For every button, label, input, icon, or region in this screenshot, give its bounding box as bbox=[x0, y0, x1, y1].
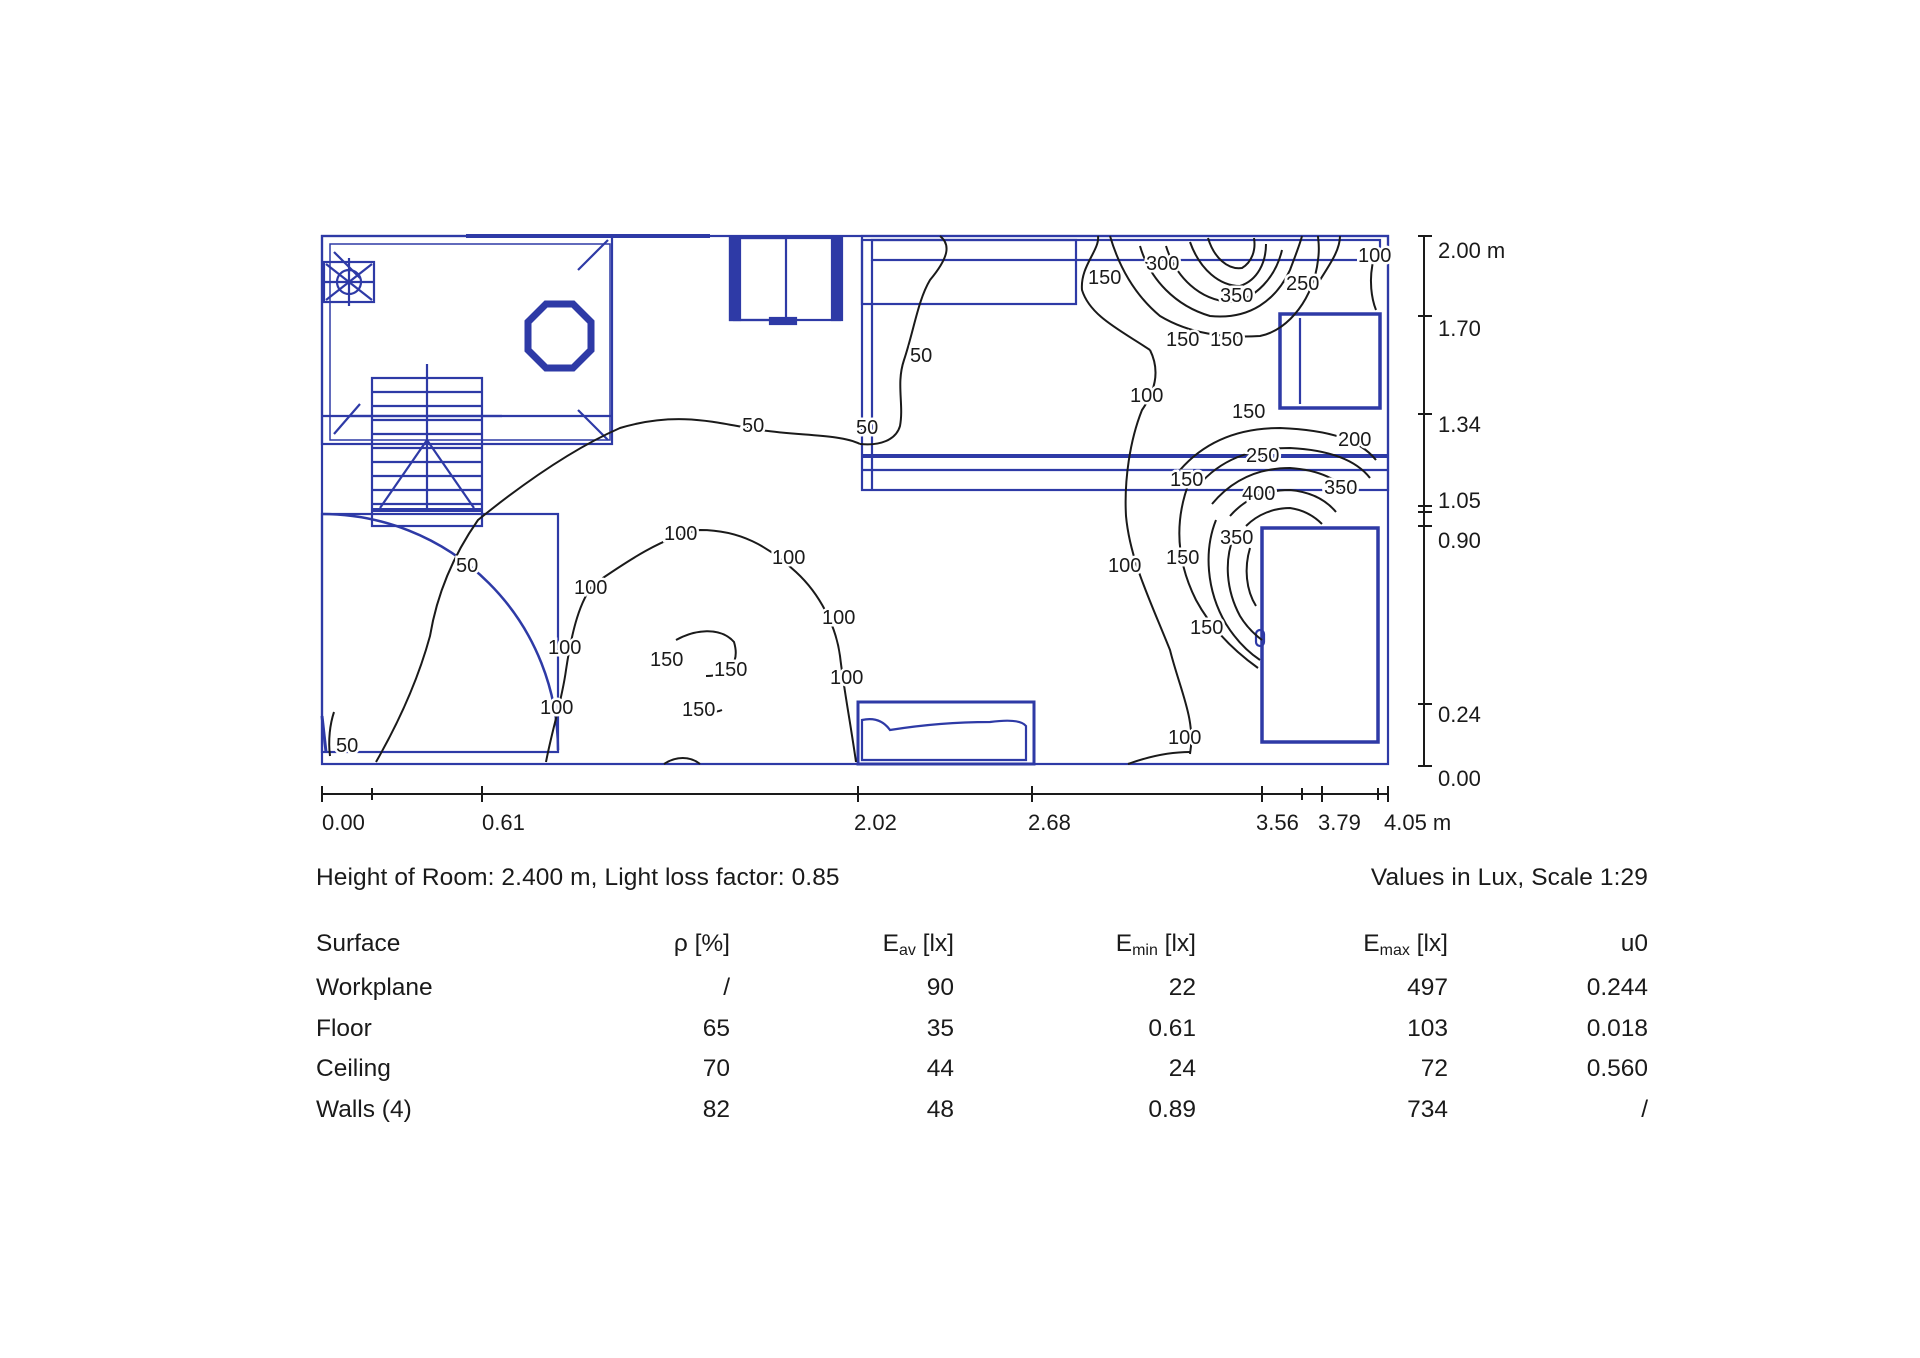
isoline-label: 350 bbox=[1220, 285, 1254, 307]
isoline-label: 50 bbox=[910, 345, 933, 367]
cell-eav: 35 bbox=[926, 1014, 954, 1042]
cell-rho: 82 bbox=[702, 1095, 730, 1123]
cell-surface: Walls (4) bbox=[316, 1095, 412, 1123]
cell-rho: / bbox=[723, 974, 730, 1002]
x-tick-label: 3.56 bbox=[1256, 810, 1299, 835]
isoline-label: 150 bbox=[714, 659, 748, 681]
round-stool bbox=[528, 304, 591, 368]
door-swing bbox=[322, 514, 558, 750]
isoline-label: 150 bbox=[1166, 329, 1200, 351]
table-row bbox=[316, 968, 1648, 1009]
isoline-label: 150 bbox=[650, 649, 684, 671]
isoline-label: 50 bbox=[742, 415, 765, 437]
cell-emax: 734 bbox=[1407, 1095, 1448, 1123]
bottom-chest bbox=[858, 702, 1034, 764]
header-emin: $E_{min}$ [lx] bbox=[1115, 930, 1196, 959]
cell-eav: 90 bbox=[926, 974, 954, 1002]
isoline-label: 300 bbox=[1146, 253, 1180, 275]
cell-eav: 44 bbox=[926, 1055, 954, 1083]
isoline-label: 350 bbox=[1324, 477, 1358, 499]
y-tick-label: 1.70 bbox=[1438, 316, 1481, 341]
cell-emin: 22 bbox=[1168, 974, 1196, 1002]
isoline-label: 100 bbox=[664, 523, 698, 545]
cell-emax: 72 bbox=[1420, 1055, 1448, 1083]
y-axis bbox=[1418, 236, 1432, 766]
isoline-label: 100 bbox=[830, 667, 864, 689]
top-left-box bbox=[322, 236, 612, 444]
table-row bbox=[316, 1090, 1648, 1131]
isoline-label: 50 bbox=[856, 417, 879, 439]
units-scale-info: Values in Lux, Scale 1:29 bbox=[1370, 864, 1648, 891]
x-tick-label: 4.05 m bbox=[1384, 810, 1452, 835]
x-tick-label: 0.00 bbox=[322, 810, 365, 835]
isoline-label: 150 bbox=[1210, 329, 1244, 351]
cell-emin: 24 bbox=[1168, 1055, 1196, 1083]
isoline-label: 100 bbox=[1358, 245, 1392, 267]
cell-emin: 0.61 bbox=[1148, 1014, 1196, 1042]
cell-emax: 103 bbox=[1407, 1014, 1448, 1042]
x-tick-label: 3.79 bbox=[1318, 810, 1361, 835]
cell-u0: / bbox=[1641, 1095, 1648, 1123]
cell-emin: 0.89 bbox=[1148, 1095, 1196, 1123]
isoline-label: 150 bbox=[1190, 617, 1224, 639]
isoline-label: 250 bbox=[1246, 445, 1280, 467]
isoline-label: 100 bbox=[772, 547, 806, 569]
x-tick-label: 2.02 bbox=[854, 810, 897, 835]
x-tick-label: 0.61 bbox=[482, 810, 525, 835]
y-tick-label: 1.05 bbox=[1438, 488, 1481, 513]
wardrobe bbox=[1262, 528, 1378, 742]
isoline-label: 100 bbox=[822, 607, 856, 629]
isoline-100-ring bbox=[546, 530, 856, 762]
cell-rho: 70 bbox=[702, 1055, 730, 1083]
header-u0: u0 bbox=[1620, 930, 1648, 957]
isoline-label: 100 bbox=[1168, 727, 1202, 749]
side-box bbox=[1280, 314, 1380, 408]
isoline-label: 400 bbox=[1242, 483, 1276, 505]
isoline-label: 150 bbox=[1166, 547, 1200, 569]
isoline-label: 100 bbox=[1108, 555, 1142, 577]
y-tick-label: 2.00 m bbox=[1438, 238, 1506, 263]
x-tick-label: 2.68 bbox=[1028, 810, 1071, 835]
cell-u0: 0.560 bbox=[1586, 1055, 1648, 1083]
header-rho: ρ [%] bbox=[673, 930, 730, 957]
cell-surface: Ceiling bbox=[316, 1055, 391, 1083]
isoline-label: 150 bbox=[1088, 267, 1122, 289]
room-info: Height of Room: 2.400 m, Light loss factor: 0.85 bbox=[316, 864, 840, 891]
cell-eav: 48 bbox=[926, 1095, 954, 1123]
results-table bbox=[316, 920, 1648, 1130]
cell-emax: 497 bbox=[1407, 974, 1448, 1002]
isoline-label: 50 bbox=[336, 735, 359, 757]
door-area bbox=[322, 514, 558, 752]
table-row bbox=[316, 1049, 1648, 1090]
isoline-label: 250 bbox=[1286, 273, 1320, 295]
isoline-label: 350 bbox=[1220, 527, 1254, 549]
cell-rho: 65 bbox=[702, 1014, 730, 1042]
y-tick-label: 0.00 bbox=[1438, 766, 1481, 791]
cell-u0: 0.018 bbox=[1586, 1014, 1648, 1042]
isoline-label: 100 bbox=[540, 697, 574, 719]
isoline-label: 200 bbox=[1338, 429, 1372, 451]
isoline-label: 150 bbox=[682, 699, 716, 721]
isoline-label: 150 bbox=[1232, 401, 1266, 423]
y-tick-label: 0.24 bbox=[1438, 702, 1481, 727]
table-row bbox=[316, 1009, 1648, 1050]
isoline-label: 100 bbox=[548, 637, 582, 659]
y-tick-label: 1.34 bbox=[1438, 412, 1481, 437]
header-eav: $E_{av}$ [lx] bbox=[882, 930, 954, 959]
isoline-label: 50 bbox=[456, 555, 479, 577]
isoline-label: 150 bbox=[1170, 469, 1204, 491]
isoline-label: 100 bbox=[574, 577, 608, 599]
table-header-row bbox=[316, 920, 1648, 968]
isoline-labels bbox=[336, 245, 1391, 757]
cell-surface: Floor bbox=[316, 1014, 372, 1042]
cell-surface: Workplane bbox=[316, 974, 433, 1002]
x-axis bbox=[322, 786, 1388, 802]
header-surface: Surface bbox=[316, 930, 401, 957]
cell-u0: 0.244 bbox=[1586, 974, 1648, 1002]
y-tick-label: 0.90 bbox=[1438, 528, 1481, 553]
header-emax: $E_{max}$ [lx] bbox=[1363, 930, 1448, 959]
isoline-label: 100 bbox=[1130, 385, 1164, 407]
